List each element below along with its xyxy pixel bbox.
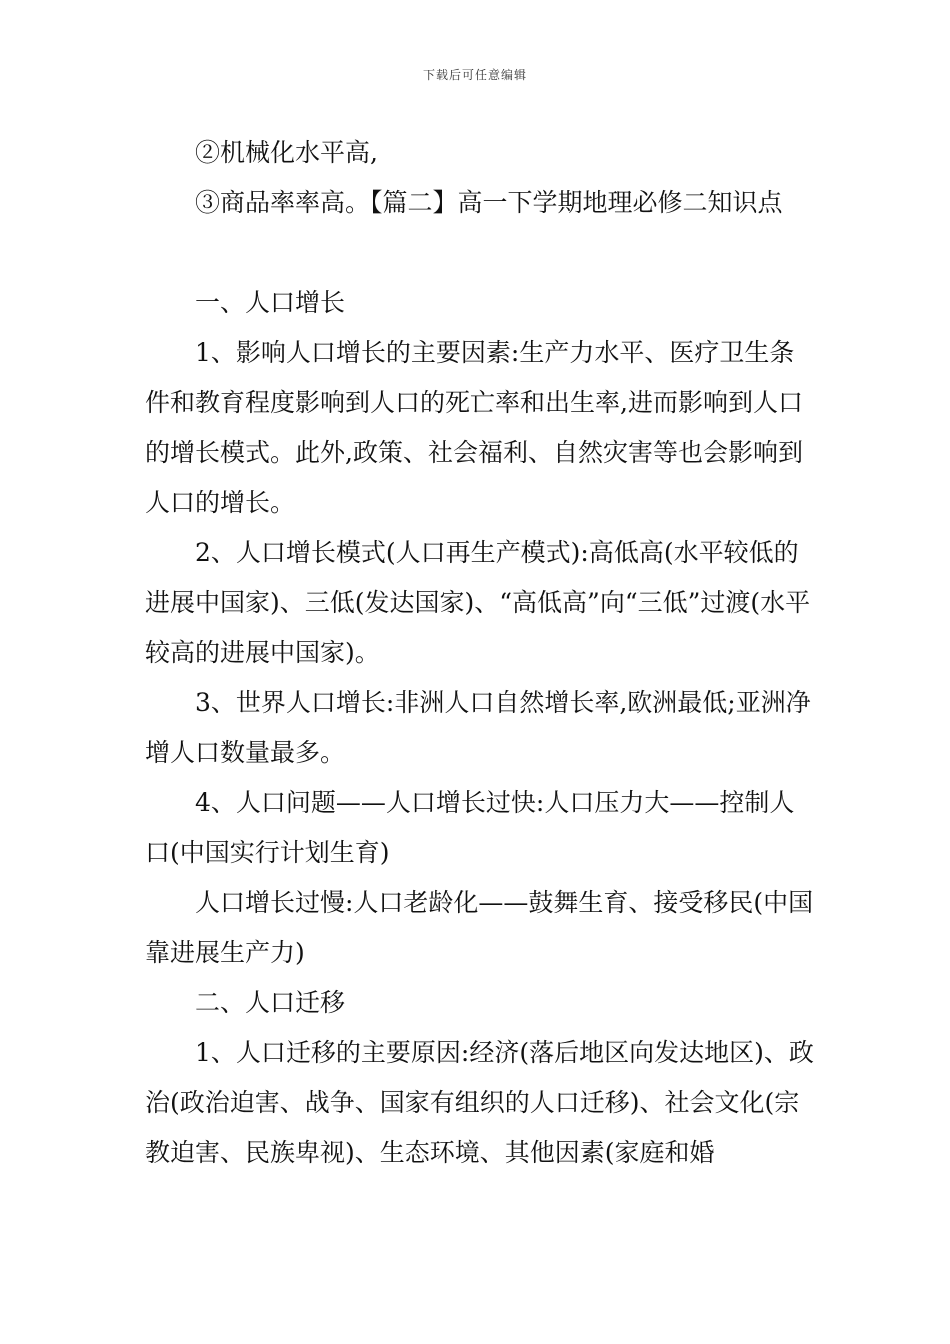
paragraph-mechanization: ②机械化水平高, bbox=[195, 138, 378, 167]
page-header: 下载后可任意编辑 bbox=[422, 68, 527, 82]
document-body bbox=[145, 128, 815, 1178]
paragraph-fast-growth: 4、人口问题——人口增长过快:人口压力大——控制人口(中国实行计划生育) bbox=[145, 788, 795, 867]
section-heading-migration: 二、人口迁移 bbox=[195, 988, 346, 1017]
paragraph-world-growth: 3、世界人口增长:非洲人口自然增长率,欧洲最低;亚洲净增人口数量最多。 bbox=[145, 688, 811, 767]
section-heading-population-growth: 一、人口增长 bbox=[195, 288, 346, 317]
paragraph-growth-models: 2、人口增长模式(人口再生产模式):高低高(水平较低的进展中国家)、三低(发达国家)、“高低高”向“三低”过渡(水平较高的进展中国家)。 bbox=[145, 538, 811, 667]
paragraph-migration-causes: 1、人口迁移的主要原因:经济(落后地区向发达地区)、政治(政治迫害、战争、国家有组织的人口迁移)、社会文化(宗教迫害、民族卑视)、生态环境、其他因素(家庭和婚 bbox=[145, 1038, 814, 1167]
paragraph-commodity-rate: ③商品率率高。【篇二】高一下学期地理必修二知识点 bbox=[195, 188, 783, 217]
blank-line bbox=[145, 228, 815, 278]
paragraph-slow-growth: 人口增长过慢:人口老龄化——鼓舞生育、接受移民(中国靠进展生产力) bbox=[145, 888, 814, 967]
paragraph-growth-factors: 1、影响人口增长的主要因素:生产力水平、医疗卫生条件和教育程度影响到人口的死亡率和出生率,进而影响到人口的增长模式。此外,政策、社会福利、自然灾害等也会影响到人口的增长。 bbox=[145, 338, 803, 517]
